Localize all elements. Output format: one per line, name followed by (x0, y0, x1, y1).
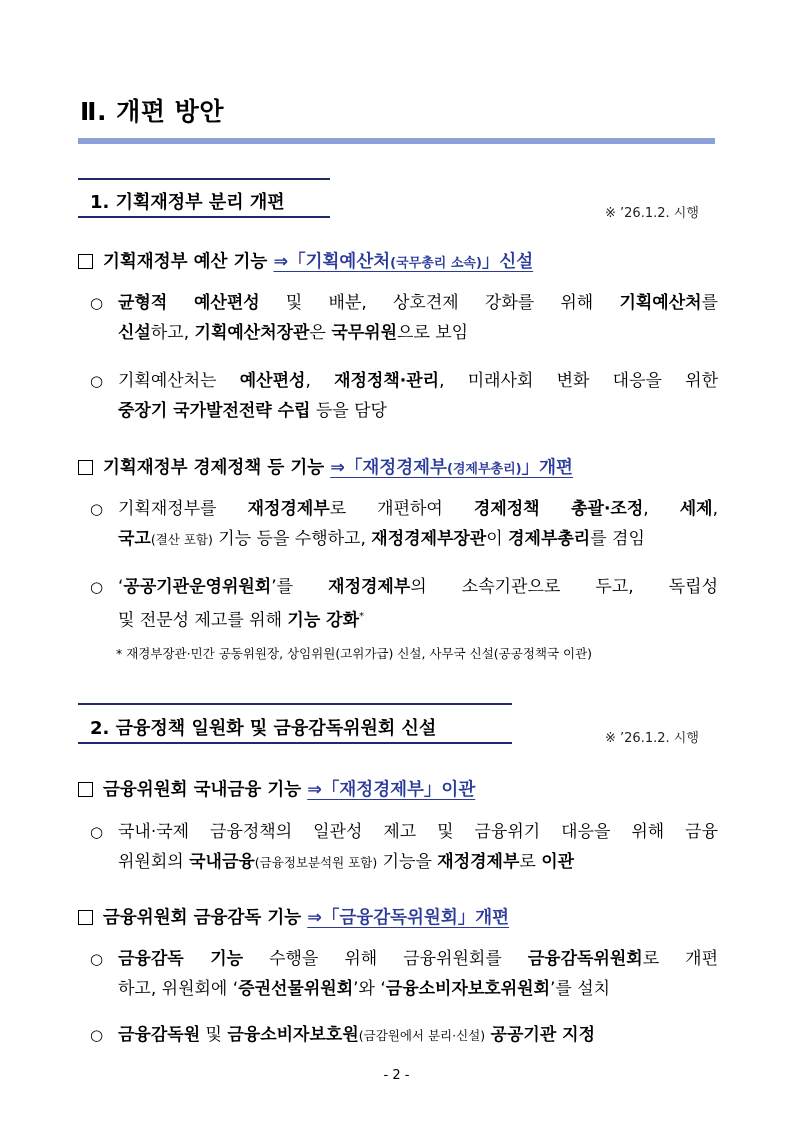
section-2-title: 2. 금융정책 일원화 및 금융감독위원회 신설 (90, 718, 437, 739)
circle-bullet-icon: ○ (90, 950, 104, 968)
section-1-heading-1: 기획재정부 예산 기능 ⇒「기획예산처(국무총리 소속)」신설 (78, 248, 533, 273)
section-1-heading-2: 기획재정부 경제정책 등 기능 ⇒「재정경제부(경제부총리)」개편 (78, 454, 573, 479)
section-1-item-2: ○ 기획예산처는 예산편성, 재정정책·관리, 미래사회 변화 대응을 위한 중장기 국가발전전략 수립 등을 담당 (118, 366, 718, 426)
section-2-date: ※ ’26.1.2. 시행 (605, 731, 699, 746)
section-2-heading-2: 금융위원회 금융감독 기능 ⇒「금융감독위원회」개편 (78, 904, 509, 929)
section-2-heading-1: 금융위원회 국내금융 기능 ⇒「재정경제부」이관 (78, 776, 475, 801)
section-2-item-1: ○ 국내·국제 금융정책의 일관성 제고 및 금융위기 대응을 위해 금융 위원회의 국내금융(금융정보분석원 포함) 기능을 재정경제부로 이관 (118, 817, 718, 878)
section-2-underline (78, 742, 512, 744)
checkbox-icon (78, 254, 93, 269)
section-1-date: ※ ’26.1.2. 시행 (605, 206, 699, 221)
circle-bullet-icon: ○ (90, 372, 104, 390)
title-divider (78, 138, 715, 144)
section-2-item-3: ○ 금융감독원 및 금융소비자보호원(금감원에서 분리·신설) 공공기관 지정 (118, 1020, 718, 1051)
page-title: Ⅱ. 개편 방안 (80, 97, 224, 126)
section-2-item-2: ○ 금융감독 기능 수행을 위해 금융위원회를 금융감독위원회로 개편 하고, 위원회에 ‘증권선물위원회’와 ‘금융소비자보호위원회’를 설치 (118, 944, 718, 1004)
circle-bullet-icon: ○ (90, 823, 104, 841)
section-1-overline (78, 178, 330, 180)
section-1-item-3: ○ 기획재정부를 재정경제부로 개편하여 경제정책 총괄·조정, 세제, 국고(결산 포함) 기능 등을 수행하고, 재정경제부장관이 경제부총리를 겸임 (118, 494, 718, 555)
circle-bullet-icon: ○ (90, 1026, 104, 1044)
checkbox-icon (78, 910, 93, 925)
section-1-item-1: ○ 균형적 예산편성 및 배분, 상호견제 강화를 위해 기획예산처를 신설하고, 기획예산처장관은 국무위원으로 보임 (118, 288, 718, 348)
section-1-footnote: * 재경부장관·민간 공동위원장, 상임위원(고위가급) 신설, 사무국 신설(공공정책국 이관) (116, 646, 593, 661)
checkbox-icon (78, 460, 93, 475)
section-1-item-4: ○ ‘공공기관운영위원회’를 재정경제부의 소속기관으로 두고, 독립성 및 전문성 제고를 위해 기능 강화* (118, 572, 718, 636)
section-1-underline (78, 216, 330, 218)
circle-bullet-icon: ○ (90, 500, 104, 518)
circle-bullet-icon: ○ (90, 578, 104, 596)
checkbox-icon (78, 782, 93, 797)
section-1-title: 1. 기획재정부 분리 개편 (90, 192, 285, 213)
page-number: - 2 - (383, 1068, 410, 1083)
circle-bullet-icon: ○ (90, 294, 104, 312)
section-2-overline (78, 703, 512, 705)
